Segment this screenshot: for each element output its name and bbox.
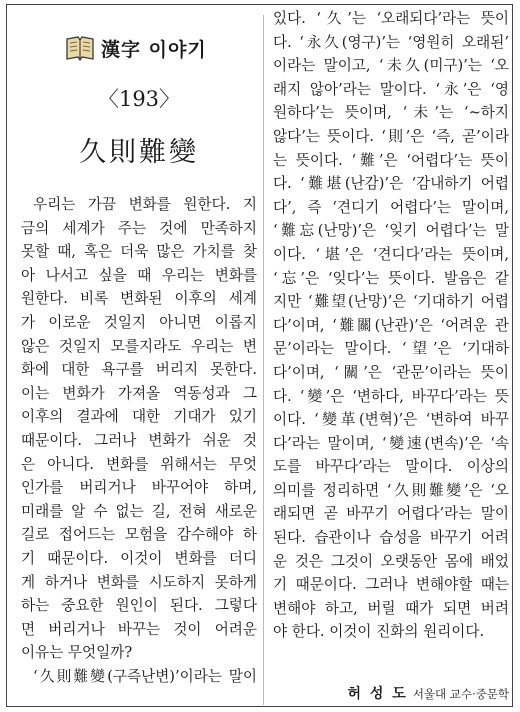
text-line: 이유는 무엇일까? [21, 644, 133, 662]
author-affiliation: 서울대 교수·중문학 [412, 687, 509, 701]
series-header [65, 34, 207, 62]
right-body-text [273, 7, 509, 644]
book-icon [65, 34, 95, 62]
text-line: 운 것은 그것이 오랫동안 몸에 배었 [273, 552, 509, 570]
text-line: 다’라는 말이며, ‘變速(변속)’은 ‘속 [273, 434, 509, 452]
text-line: 다. ‘難堪(난감)’은 ‘감내하기 어렵 [273, 175, 509, 193]
series-title: 漢字 이야기 [101, 38, 207, 61]
text-line: 은 아니다. 변화를 위해서는 무엇 [21, 455, 257, 473]
text-line: 된다. 습관이나 습성을 바꾸기 어려 [273, 529, 509, 547]
text-line: 이라는 말이고, ‘未久(미구)’는 ‘오 [273, 57, 509, 75]
text-line: 미래를 알 수 없는 길, 전혀 새로운 [21, 502, 257, 520]
article-frame [6, 4, 513, 707]
text-line: 아 나서고 싶을 때 우리는 변화를 [21, 266, 257, 284]
author-name: 허 성 도 [347, 686, 408, 702]
text-line: ‘久則難變(구즉난변)’이라는 말이 [33, 667, 257, 685]
text-line: 다’이며, ‘難關(난관)’은 ‘어려운 관 [273, 316, 509, 334]
text-line: 의미를 정리하면 ‘久則難變’은 ‘오 [273, 481, 509, 499]
text-line: 게 하거나 변화를 시도하지 못하게 [21, 573, 257, 591]
text-line: ‘難忘(난망)’은 ‘잊기 어렵다’는 말 [273, 222, 509, 240]
text-line: 기 때문이다. 이것이 변화를 더디 [21, 549, 257, 567]
text-line: ‘忘’은 ‘잊다’는 뜻이다. 발음은 같 [273, 269, 509, 287]
text-line: 이다. ‘變革(변혁)’은 ‘변하여 바꾸 [273, 411, 509, 429]
text-line: 이후의 결과에 대한 기대가 있기 [21, 408, 257, 426]
text-line: 변해야 하고, 버릴 때가 되면 버려 [273, 599, 509, 617]
text-line: 이는 변화가 가져올 역동성과 그 [21, 384, 257, 402]
text-line: 야 한다. 이것이 진화의 원리이다. [273, 623, 485, 641]
text-line: 도를 바꾸다’라는 말이다. 이상의 [273, 458, 509, 476]
text-line: 우리는 가끔 변화를 원한다. 지 [33, 196, 257, 213]
issue-number: 〈193〉 [97, 87, 181, 111]
text-line: 래되면 곧 바꾸기 어렵다’라는 말이 [273, 505, 509, 523]
text-line: 않은 것일지 모를지라도 우리는 변 [21, 337, 257, 355]
text-line: 있다. ‘久’는 ‘오래되다’라는 뜻이 [273, 10, 509, 27]
text-line: 화에 대한 욕구를 버리지 못한다. [21, 361, 257, 379]
text-line: 길로 접어드는 모험을 감수해야 하 [21, 526, 257, 544]
headline: 久則難變 [79, 137, 199, 168]
text-line: 다’이며, ‘關’은 ‘관문’이라는 뜻이 [273, 363, 509, 381]
text-line: 다’, 즉 ‘견디기 어렵다’는 말이며, [273, 198, 509, 216]
text-line: 다. ‘變’은 ‘변하다, 바꾸다’라는 뜻 [273, 387, 509, 405]
text-line: 는 뜻이다. ‘難’은 ‘어렵다’는 뜻이 [273, 151, 509, 169]
byline [347, 683, 509, 703]
text-line: 때문이다. 그러나 변화가 쉬운 것 [21, 431, 257, 449]
text-line: 인가를 버리거나 바꾸어야 하며, [21, 479, 257, 497]
left-body-text [21, 193, 257, 688]
text-line: 원하다’는 뜻이며, ‘未’는 ‘~하지 [273, 104, 509, 122]
right-column [273, 5, 509, 706]
text-line: 가 이로운 것일지 아니면 이롭지 [21, 313, 257, 331]
text-line: 않다’는 뜻이다. ‘則’은 ‘즉, 곧’이라 [273, 127, 509, 145]
left-column [21, 5, 257, 706]
column-divider [263, 15, 264, 705]
text-line: 금의 세계가 주는 것에 만족하지 [21, 219, 257, 237]
text-line: 면 버리거나 바꾸는 것이 어려운 [21, 620, 257, 638]
text-line: 못할 때, 혹은 더욱 많은 가치를 찾 [21, 243, 257, 261]
text-line: 다. ‘永久(영구)’는 ‘영원히 오래된’ [273, 33, 509, 51]
text-line: 이다. ‘堪’은 ‘견디다’라는 뜻이며, [273, 245, 509, 263]
text-line: 기 때문이다. 그러나 변해야할 때는 [273, 576, 509, 594]
text-line: 문’이라는 말이다. ‘望’은 ‘기대하 [273, 340, 509, 358]
text-line: 래지 않아’라는 말이다. ‘永’은 ‘영 [273, 80, 509, 98]
text-line: 지만 ‘難望(난망)’은 ‘기대하기 어렵 [273, 293, 509, 311]
text-line: 하는 중요한 원인이 된다. 그렇다 [21, 597, 257, 615]
text-line: 원한다. 비록 변화된 이후의 세계 [21, 290, 257, 308]
